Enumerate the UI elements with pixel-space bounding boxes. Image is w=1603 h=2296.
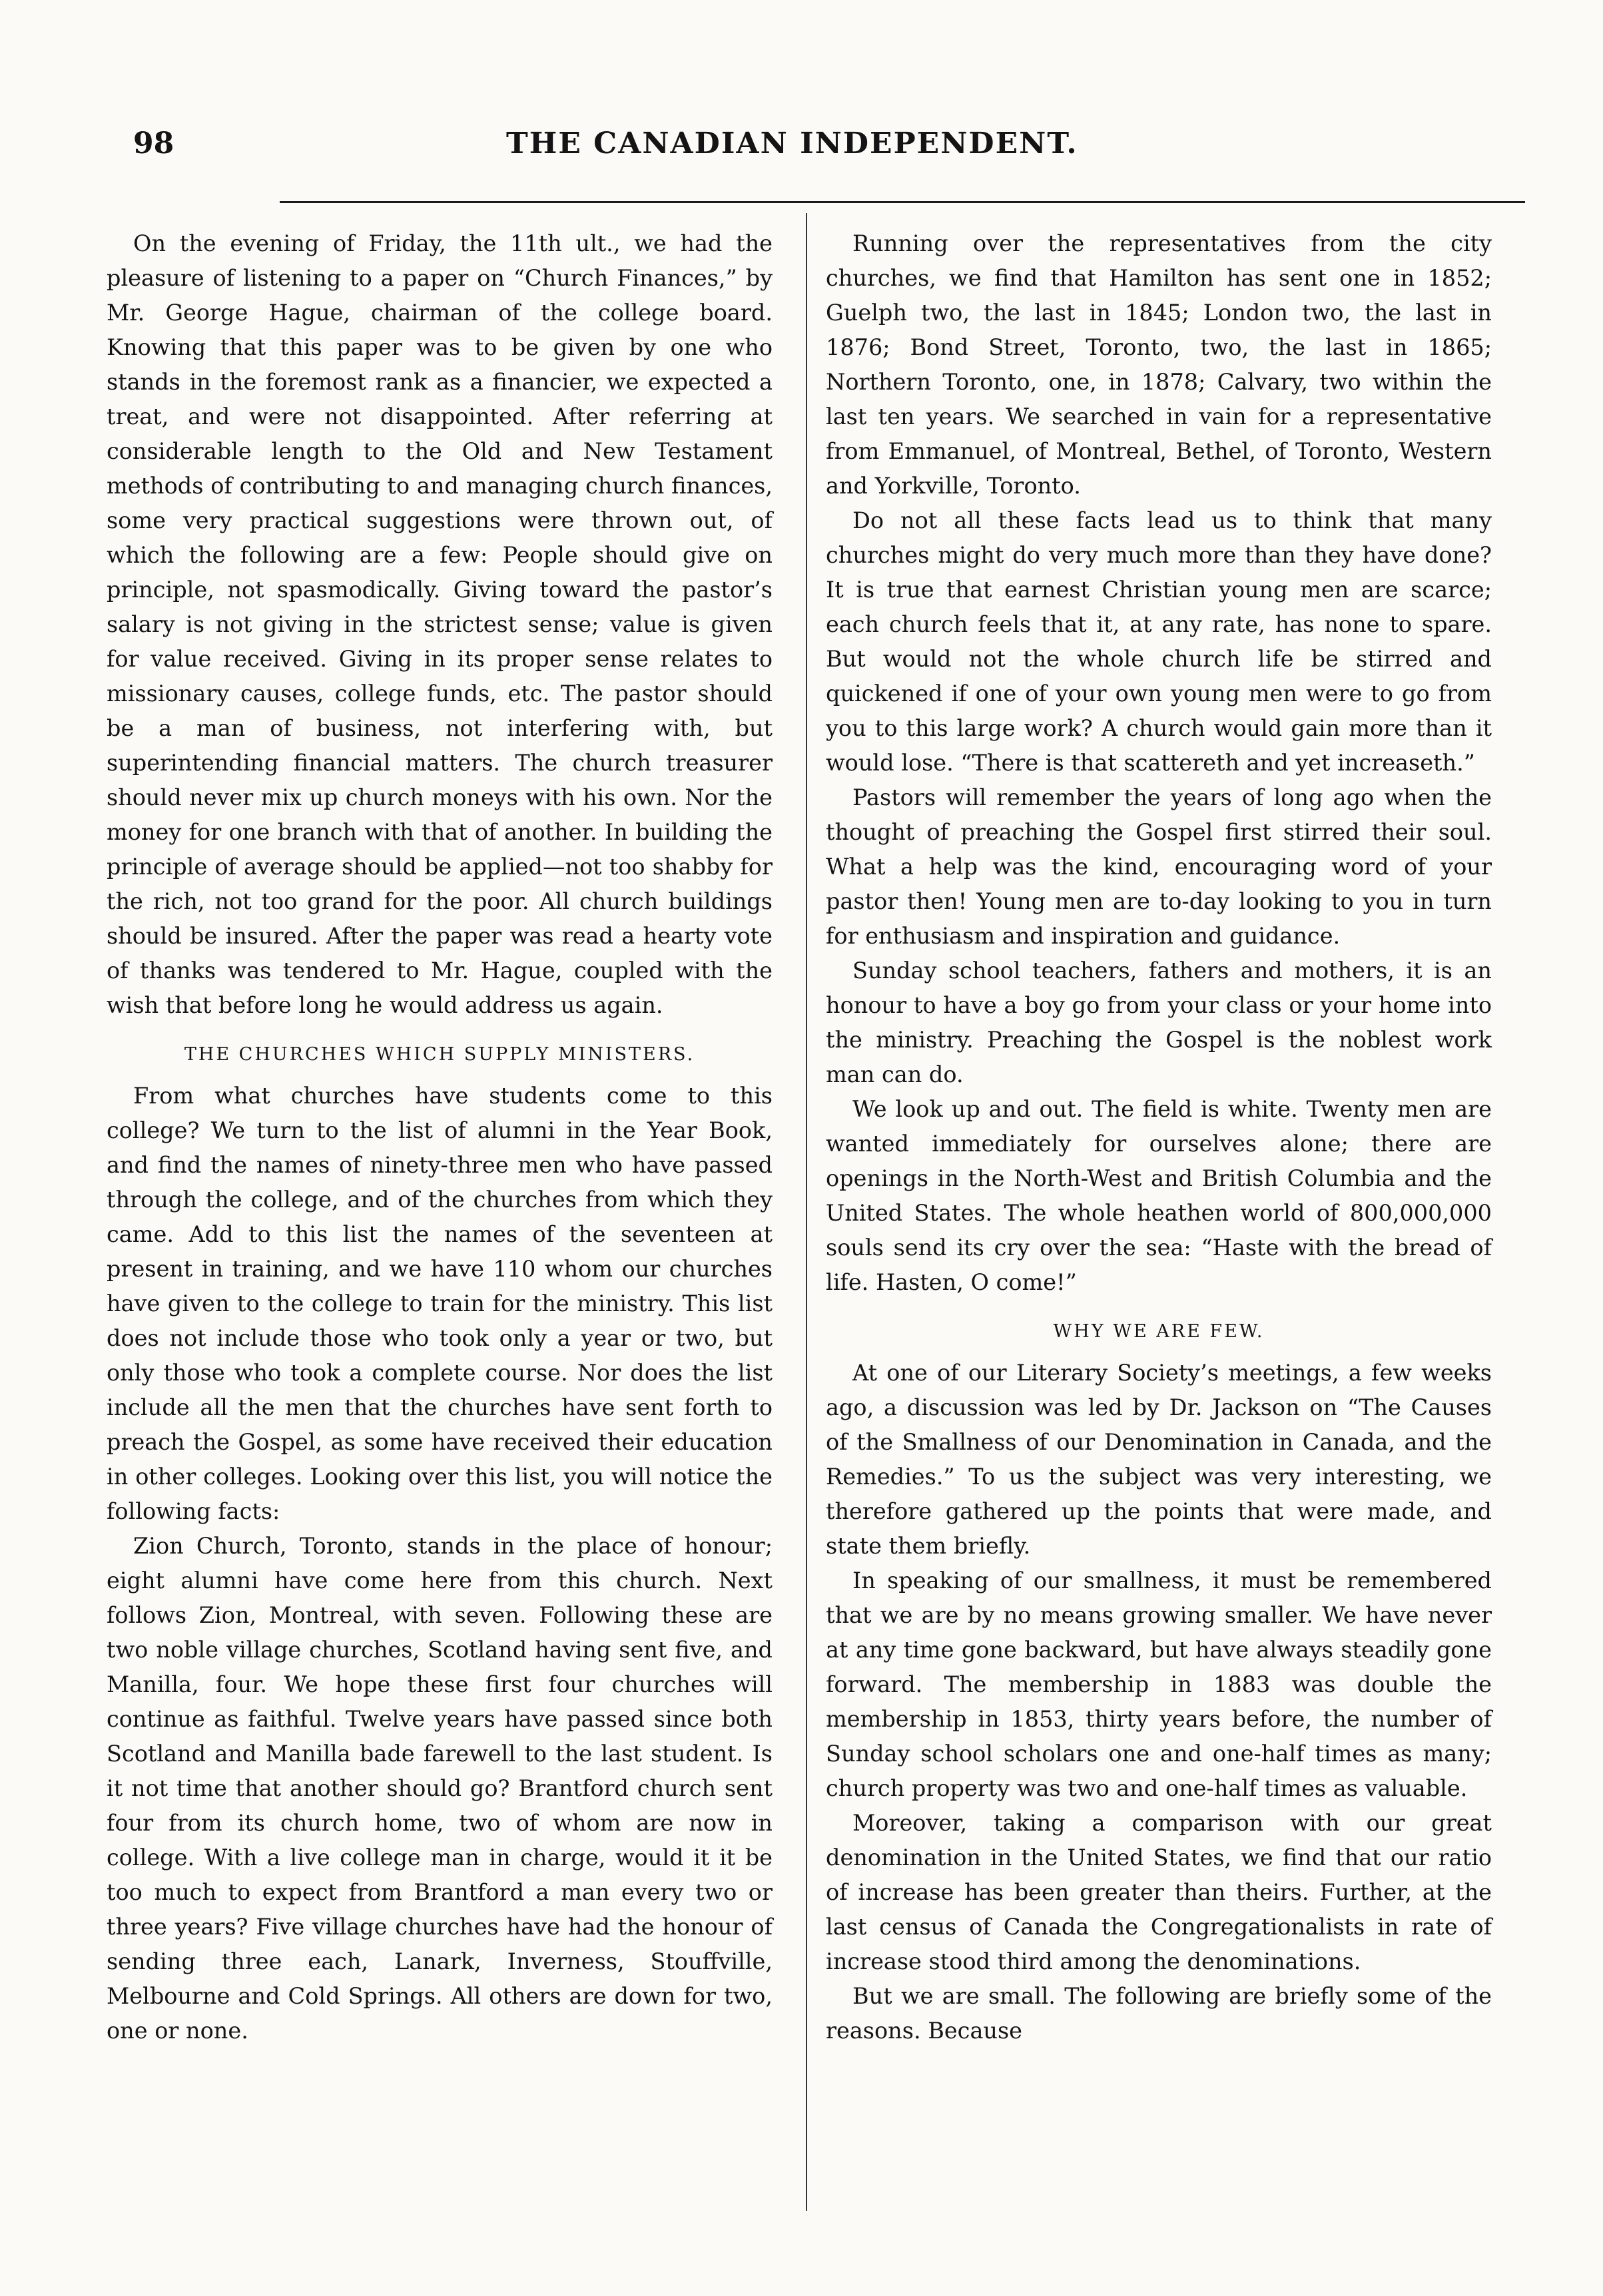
paragraph: Moreover, taking a comparison with our great denomination in the United States, we find that our ratio of increase has been greater than theirs. Further, at the last census of Canada the Congregationalists in rate of increase stood third among the denominations. [826,1810,1492,1974]
paragraph: But we are small. The following are briefly some of the reasons. Because [826,1983,1492,2044]
left-column [107,226,773,2048]
paragraph: On the evening of Friday, the 11th ult., we had the pleasure of listening to a paper on “Church Finances,” by Mr. George Hague, chairman of the college board. Knowing that this paper was to be given by one who stands in the foremost rank as a financier, we expected a treat, and were not disappointed. After referring at considerable length to the Old and New Testament methods of contributing to and managing church finances, some very practical suggestions were thrown out, of which the following are a few: People should give on principle, not spasmodically. Giving toward the pastor’s salary is not giving in the strictest sense; value is given for value received. Giving in its proper sense relates to missionary causes, college funds, etc. The pastor should be a man of business, not interfering with, but superintending financial matters. The church treasurer should never mix up church moneys with his own. Nor the money for one branch with that of another. In building the principle of average should be applied—not too shabby for the rich, not too grand for the poor. All church buildings should be insured. After the paper was read a hearty vote of thanks was tendered to Mr. Hague, coupled with the wish that before long he would address us again. [107,230,773,1018]
paragraph: At one of our Literary Society’s meetings, a few weeks ago, a discussion was led by Dr. Jackson on “The Causes of the Smallness of our Denomination in Canada, and the Remedies.” To us the subject was very interesting, we therefore gathered up the points that were made, and state them briefly. [826,1360,1492,1559]
paragraph: Sunday school teachers, fathers and mothers, it is an honour to have a boy go from your class or your home into the ministry. Preaching the Gospel is the noblest work man can do. [826,958,1492,1087]
journal-title: THE CANADIAN INDEPENDENT. [506,127,1078,160]
paragraph: Do not all these facts lead us to think that many churches might do very much more than they have done? It is true that earnest Christian young men are scarce; each church feels that it, at any rate, has none to spare. But would not the whole church life be stirred and quickened if one of your own young men were to go from you to this large work? A church would gain more than it would lose. “There is that scattereth and yet increaseth.” [826,507,1492,776]
column-divider [806,213,807,2211]
section-heading: WHY WE ARE FEW. [1053,1321,1265,1342]
paragraph: In speaking of our smallness, it must be remembered that we are by no means growing smaller. We have never at any time gone backward, but have always steadily gone forward. The membership in 1883 was double the membership in 1853, thirty years before, the number of Sunday school scholars one and one-half times as many; church property was two and one-half times as valuable. [826,1568,1492,1801]
paragraph: Zion Church, Toronto, stands in the place of honour; eight alumni have come here from this church. Next follows Zion, Montreal, with seven. Following these are two noble village churches, Scotland having sent five, and Manilla, four. We hope these first four churches will continue as faithful. Twelve years have passed since both Scotland and Manilla bade farewell to the last student. Is it not time that another should go? Brantford church sent four from its church home, two of whom are now in college. With a live college man in charge, would it it be too much to expect from Brantford a man every two or three years? Five village churches have had the honour of sending three each, Lanark, Inverness, Stouffville, Melbourne and Cold Springs. All others are down for two, one or none. [107,1533,773,2044]
page-number: 98 [133,127,174,160]
paragraph: We look up and out. The field is white. Twenty men are wanted immediately for ourselves alone; there are openings in the North-West and British Columbia and the United States. The whole heathen world of 800,000,000 souls send its cry over the sea: “Haste with the bread of life. Hasten, O come!” [826,1096,1492,1295]
header-rule [280,201,1525,203]
paragraph: From what churches have students come to this college? We turn to the list of alumni in the Year Book, and find the names of ninety-three men who have passed through the college, and of the churches from which they came. Add to this list the names of the seventeen at present in training, and we have 110 whom our churches have given to the college to train for the ministry. This list does not include those who took only a year or two, but only those who took a complete course. Nor does the list include all the men that the churches have sent forth to preach the Gospel, as some have received their education in other colleges. Looking over this list, you will notice the following facts: [107,1083,773,1524]
section-heading: THE CHURCHES WHICH SUPPLY MINISTERS. [184,1044,695,1065]
paragraph: Pastors will remember the years of long ago when the thought of preaching the Gospel first stirred their soul. What a help was the kind, encouraging word of your pastor then! Young men are to-day looking to you in turn for enthusiasm and inspiration and guidance. [826,784,1492,949]
right-column [826,226,1492,2048]
page-header [133,127,1525,180]
paragraph: Running over the representatives from the city churches, we find that Hamilton has sent one in 1852; Guelph two, the last in 1845; London two, the last in 1876; Bond Street, Toronto, two, the last in 1865; Northern Toronto, one, in 1878; Calvary, two within the last ten years. We searched in vain for a representative from Emmanuel, of Montreal, Bethel, of Toronto, Western and Yorkville, Toronto. [826,230,1492,499]
